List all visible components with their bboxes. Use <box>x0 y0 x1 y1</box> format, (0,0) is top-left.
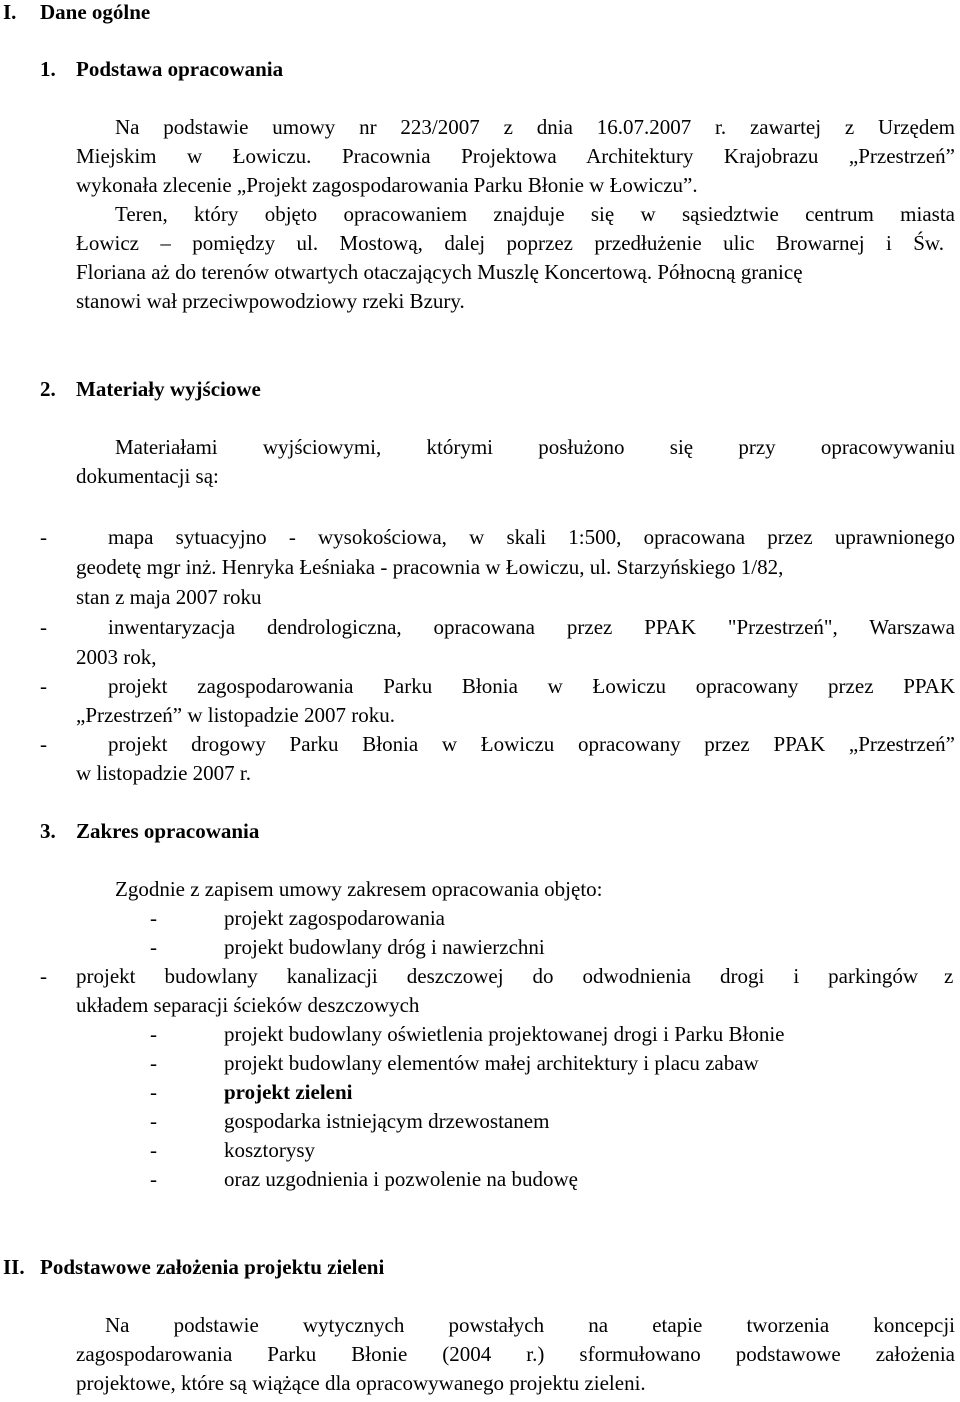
paragraph-line: Na podstawie umowy nr 223/2007 z dnia 16.07.2007 r. zawartej z Urzędem <box>115 115 955 139</box>
list-item: oraz uzgodnienia i pozwolenie na budowę <box>224 1167 578 1191</box>
list-item-bold: projekt zieleni <box>224 1080 353 1104</box>
list-item-line: inwentaryzacja dendrologiczna, opracowana przez PPAK "Przestrzeń", Warszawa <box>108 615 955 639</box>
list-item: projekt budowlany oświetlenia projektowanej drogi i Parku Błonie <box>224 1022 785 1046</box>
subsection-2-number: 2. <box>40 377 56 401</box>
list-dash: - <box>40 615 47 639</box>
list-dash: - <box>40 525 47 549</box>
list-dash: - <box>40 674 47 698</box>
section-2-number: II. <box>3 1255 25 1279</box>
list-item-line: „Przestrzeń” w listopadzie 2007 roku. <box>76 703 395 727</box>
subsection-3-title: Zakres opracowania <box>76 819 260 843</box>
list-item-line: projekt zagospodarowania Parku Błonia w Łowiczu opracowany przez PPAK <box>108 674 955 698</box>
list-dash: - <box>150 906 157 930</box>
list-item-line: w listopadzie 2007 r. <box>76 761 251 785</box>
list-item-line: mapa sytuacyjno - wysokościowa, w skali 1:500, opracowana przez uprawnionego <box>108 525 955 549</box>
list-dash: - <box>150 1109 157 1133</box>
list-dash: - <box>40 732 47 756</box>
paragraph-line: Teren, który objęto opracowaniem znajduje się w sąsiedztwie centrum miasta <box>115 202 955 226</box>
list-dash: - <box>150 1138 157 1162</box>
list-item: projekt zagospodarowania <box>224 906 446 930</box>
section-2-title: Podstawowe założenia projektu zieleni <box>40 1255 385 1279</box>
subsection-1-number: 1. <box>40 57 56 81</box>
subsection-3-number: 3. <box>40 819 56 843</box>
section-1-title: Dane ogólne <box>40 0 151 24</box>
list-item: projekt budowlany kanalizacji deszczowej do odwodnienia drogi i parkingów <box>76 964 918 988</box>
list-dash: - <box>150 1022 157 1046</box>
paragraph-line: dokumentacji są: <box>76 464 219 488</box>
list-dash: - <box>150 1080 157 1104</box>
paragraph-line: zagospodarowania Parku Błonie (2004 r.) sformułowano podstawowe założenia <box>76 1342 955 1366</box>
list-item: projekt budowlany elementów małej architektury i placu zabaw <box>224 1051 759 1075</box>
list-item: kosztorysy <box>224 1138 315 1162</box>
list-item-line: projekt drogowy Parku Błonia w Łowiczu opracowany przez PPAK „Przestrzeń” <box>108 732 955 756</box>
paragraph-line: projektowe, które są wiążące dla opracowywanego projektu zieleni. <box>76 1371 646 1395</box>
scope-intro: Zgodnie z zapisem umowy zakresem opracowania objęto: <box>115 877 603 901</box>
list-dash: - <box>150 1051 157 1075</box>
list-dash: - <box>150 935 157 959</box>
list-item: układem separacji ścieków deszczowych <box>76 993 420 1017</box>
list-item: gospodarka istniejącym drzewostanem <box>224 1109 550 1133</box>
list-item: projekt budowlany dróg i nawierzchni <box>224 935 545 959</box>
subsection-1-title: Podstawa opracowania <box>76 57 284 81</box>
list-dash: - <box>150 1167 157 1191</box>
list-item: z <box>944 964 954 988</box>
list-dash: - <box>40 964 47 988</box>
paragraph-line: stanowi wał przeciwpowodziowy rzeki Bzury. <box>76 289 465 313</box>
paragraph-line: wykonała zlecenie „Projekt zagospodarowania Parku Błonie w Łowiczu”. <box>76 173 698 197</box>
paragraph-line: Miejskim w Łowiczu. Pracownia Projektowa Architektury Krajobrazu „Przestrzeń” <box>76 144 955 168</box>
list-item-line: geodetę mgr inż. Henryka Łeśniaka - pracownia w Łowiczu, ul. Starzyńskiego 1/82, <box>76 555 784 579</box>
paragraph-line: Łowicz – pomiędzy ul. Mostową, dalej poprzez przedłużenie ulic Browarnej i Św. <box>76 231 944 255</box>
paragraph-line: Na podstawie wytycznych powstałych na etapie tworzenia koncepcji <box>105 1313 955 1337</box>
list-item-line: 2003 rok, <box>76 645 157 669</box>
paragraph-line: Floriana aż do terenów otwartych otaczających Muszlę Koncertową. Północną granicę <box>76 260 803 284</box>
paragraph-line: Materiałami wyjściowymi, którymi posłużono się przy opracowywaniu <box>115 435 955 459</box>
list-item-line: stan z maja 2007 roku <box>76 585 262 609</box>
subsection-2-title: Materiały wyjściowe <box>76 377 261 401</box>
section-1-number: I. <box>3 0 17 24</box>
